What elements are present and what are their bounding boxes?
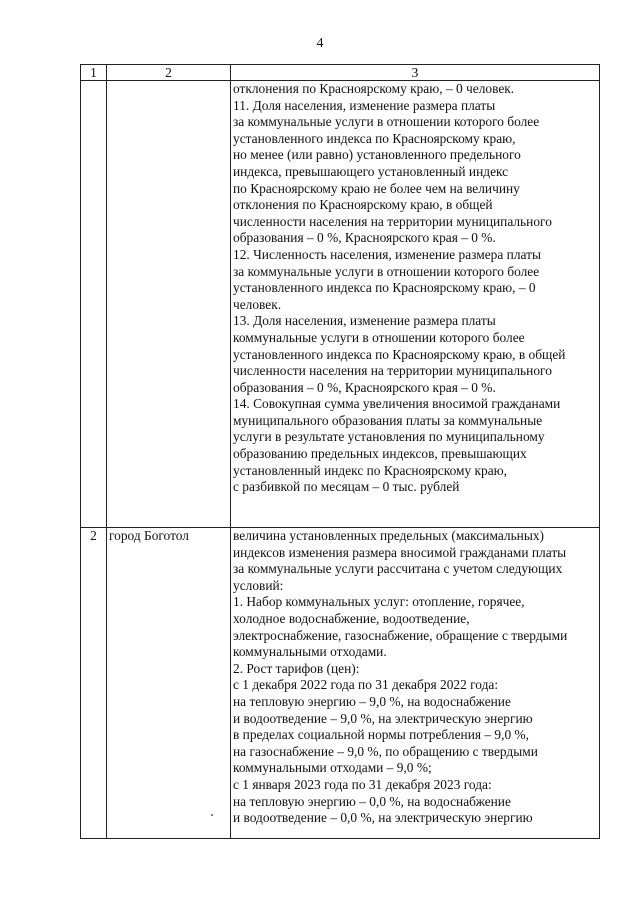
text-line: услуги в результате установления по муниципальному: [233, 429, 545, 445]
text-line: численности населения на территории муниципального: [233, 363, 552, 379]
table-row: [81, 81, 600, 528]
text-line: численности населения на территории муниципального: [233, 213, 552, 229]
text-line: на газоснабжение – 9,0 %, по обращению с твердыми: [233, 743, 538, 759]
municipality-name-cell: [107, 528, 231, 839]
text-line: установленный индекс по Красноярскому краю,: [233, 462, 508, 478]
text-line: установленного индекса по Красноярскому краю, – 0: [233, 280, 536, 296]
text-line: и водоотведение – 9,0 %, на электрическую энергию: [233, 710, 533, 726]
row-number-cell: 2: [81, 528, 107, 839]
text-line: индекса, превышающего установленный индекс: [233, 163, 509, 179]
description-cell: [231, 81, 600, 528]
header-cell-1: 1: [81, 65, 107, 81]
text-line: установленного индекса по Красноярскому краю,: [233, 130, 516, 146]
text-line: отклонения по Красноярскому краю, – 0 человек.: [233, 81, 515, 96]
text-line: установленного индекса по Красноярскому краю, в общей: [233, 346, 566, 362]
text-line: 13. Доля населения, изменение размера платы: [233, 313, 496, 329]
text-line: с разбивкой по месяцам – 0 тыс. рублей: [233, 479, 460, 495]
text-line: коммунальные услуги в отношении которого более: [233, 329, 525, 345]
text-line: 12. Численность населения, изменение размера платы: [233, 246, 541, 262]
text-line: за коммунальные услуги рассчитана с учетом следующих: [233, 561, 563, 577]
text-line: коммунальными отходами.: [233, 644, 387, 660]
text-line: за коммунальные услуги в отношении которого более: [233, 263, 540, 279]
text-line: 14. Совокупная сумма увеличения вносимой гражданами: [233, 396, 561, 412]
text-line: на тепловую энергию – 9,0 %, на водоснабжение: [233, 693, 511, 709]
document-table: [80, 64, 600, 839]
text-line: условий:: [233, 577, 284, 593]
page-number: 4: [316, 36, 324, 51]
municipality-name-cell: [107, 81, 231, 528]
header-cell-2: 2: [107, 65, 231, 81]
description-cell: [231, 528, 600, 839]
text-line: но менее (или равно) установленного предельного: [233, 147, 521, 163]
text-line: 2. Рост тарифов (цен):: [233, 660, 360, 676]
text-line: по Красноярскому краю не более чем на величину: [233, 180, 520, 196]
text-line: на тепловую энергию – 0,0 %, на водоснабжение: [233, 793, 511, 809]
text-line: 1. Набор коммунальных услуг: отопление, горячее,: [233, 594, 525, 610]
scan-speck: [211, 814, 213, 816]
text-line: в пределах социальной нормы потребления – 9,0 %,: [233, 727, 530, 743]
text-line: образованию предельных индексов, превышающих: [233, 446, 527, 462]
text-line: отклонения по Красноярскому краю, в общей: [233, 197, 493, 213]
text-line: и водоотведение – 0,0 %, на электрическую энергию: [233, 810, 533, 826]
text-line: холодное водоснабжение, водоотведение,: [233, 610, 470, 626]
text-line: индексов изменения размера вносимой гражданами платы: [233, 544, 567, 560]
text-line: образования – 0 %, Красноярского края – 0 %.: [233, 379, 496, 395]
text-line: с 1 декабря 2022 года по 31 декабря 2022 года:: [233, 677, 499, 693]
text-line: с 1 января 2023 года по 31 декабря 2023 года:: [233, 776, 492, 792]
table-row: [81, 528, 600, 839]
text-line: за коммунальные услуги в отношении которого более: [233, 114, 540, 130]
text-line: коммунальными отходами – 9,0 %;: [233, 760, 432, 776]
text-line: электроснабжение, газоснабжение, обращение с твердыми: [233, 627, 568, 643]
row-number-cell: [81, 81, 107, 528]
text-line: человек.: [233, 296, 282, 312]
text-line: образования – 0 %, Красноярского края – 0 %.: [233, 230, 496, 246]
table-header-row: [81, 65, 600, 81]
text-line: муниципального образования платы за коммунальные: [233, 412, 543, 428]
municipality-name: город Боготол: [109, 528, 189, 543]
text-line: величина установленных предельных (максимальных): [233, 528, 544, 543]
header-cell-3: 3: [231, 65, 600, 81]
text-line: 11. Доля населения, изменение размера платы: [233, 97, 496, 113]
